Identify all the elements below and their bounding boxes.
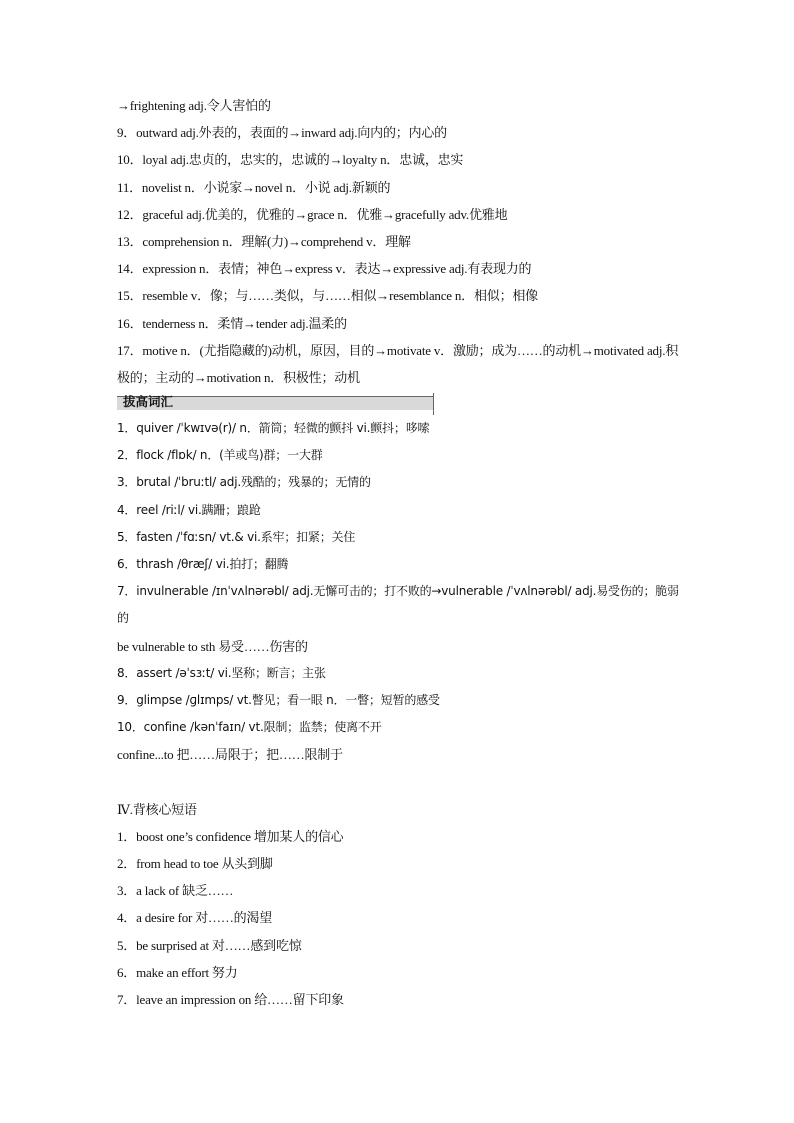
document-page bbox=[117, 92, 687, 1013]
advanced-vocab-line: 10．confine /kənˈfaɪn/ vt.限制；监禁；使离不开 bbox=[117, 720, 382, 735]
vocab-line: 17．motive n．(尤指隐藏的)动机，原因，目的→motivate v．激励；成为……的动机→motivated adj.积极的；主动的→motivation n．积极性；动机 bbox=[117, 342, 679, 385]
vocab-line: →frightening adj.令人害怕的 bbox=[117, 98, 271, 113]
phrase-line: 5．be surprised at 对……感到吃惊 bbox=[117, 937, 302, 953]
advanced-vocab-line: confine...to 把……局限于；把……限制于 bbox=[117, 747, 343, 763]
vocab-line: 12．graceful adj.优美的，优雅的→grace n．优雅→gracefully adv.优雅地 bbox=[117, 206, 508, 222]
vocab-line: 14．expression n．表情；神色→express v．表达→expressive adj.有表现力的 bbox=[117, 261, 532, 277]
phrase-line: 6．make an effort 努力 bbox=[117, 964, 238, 980]
advanced-vocab-line: 4．reel /riːl/ vi.蹒跚；踉跄 bbox=[117, 502, 261, 517]
phrase-line: 3．a lack of 缺乏…… bbox=[117, 883, 234, 899]
advanced-vocab-line: 7．invulnerable /ɪnˈvʌlnərəbl/ adj.无懈可击的；打不败的→vulnerable /ˈvʌlnərəbl/ adj.易受伤的；脆弱的 bbox=[117, 584, 679, 626]
heading-rule bbox=[433, 393, 434, 415]
phrase-line: 2．from head to toe 从头到脚 bbox=[117, 855, 273, 871]
vocab-line: 16．tenderness n．柔情→tender adj.温柔的 bbox=[117, 315, 347, 331]
vocab-line: 13．comprehension n．理解(力)→comprehend v．理解 bbox=[117, 233, 411, 249]
vocab-line: 9．outward adj.外表的，表面的→inward adj.向内的；内心的 bbox=[117, 125, 447, 141]
advanced-vocab-line: 3．brutal /ˈbruːtl/ adj.残酷的；残暴的；无情的 bbox=[117, 475, 371, 490]
advanced-vocab-line: 6．thrash /θræʃ/ vi.拍打；翻腾 bbox=[117, 557, 289, 572]
advanced-vocab-line: be vulnerable to sth 易受……伤害的 bbox=[117, 638, 308, 654]
section-heading-advanced bbox=[117, 393, 687, 415]
advanced-vocab-line: 1．quiver /ˈkwɪvə(r)/ n．箭筒；轻微的颤抖 vi.颤抖；哆嗦 bbox=[117, 421, 430, 436]
advanced-vocab-line: 8．assert /əˈsɜːt/ vi.坚称；断言；主张 bbox=[117, 665, 326, 680]
phrase-line: 1．boost one’s confidence 增加某人的信心 bbox=[117, 828, 344, 844]
section-heading-phrases: Ⅳ.背核心短语 bbox=[117, 801, 197, 817]
advanced-vocab-line: 2．flock /flɒk/ n．(羊或鸟)群；一大群 bbox=[117, 448, 323, 463]
advanced-vocab-line: 5．fasten /ˈfɑːsn/ vt.& vi.系牢；扣紧；关住 bbox=[117, 529, 356, 544]
phrase-line: 7．leave an impression on 给……留下印象 bbox=[117, 991, 344, 1007]
phrase-line: 4．a desire for 对……的渴望 bbox=[117, 910, 273, 926]
heading-label: 拔高词汇 bbox=[123, 394, 174, 410]
vocab-line: 15．resemble v．像；与……类似，与……相似→resemblance n．相似；相像 bbox=[117, 288, 538, 304]
spacer bbox=[117, 769, 687, 796]
vocab-line: 10．loyal adj.忠贞的，忠实的，忠诚的→loyalty n．忠诚，忠实 bbox=[117, 152, 464, 168]
vocab-line: 11．novelist n．小说家→novel n．小说 adj.新颖的 bbox=[117, 179, 391, 195]
advanced-vocab-line: 9．glimpse /ɡlɪmps/ vt.瞥见；看一眼 n．一瞥；短暂的感受 bbox=[117, 693, 440, 707]
